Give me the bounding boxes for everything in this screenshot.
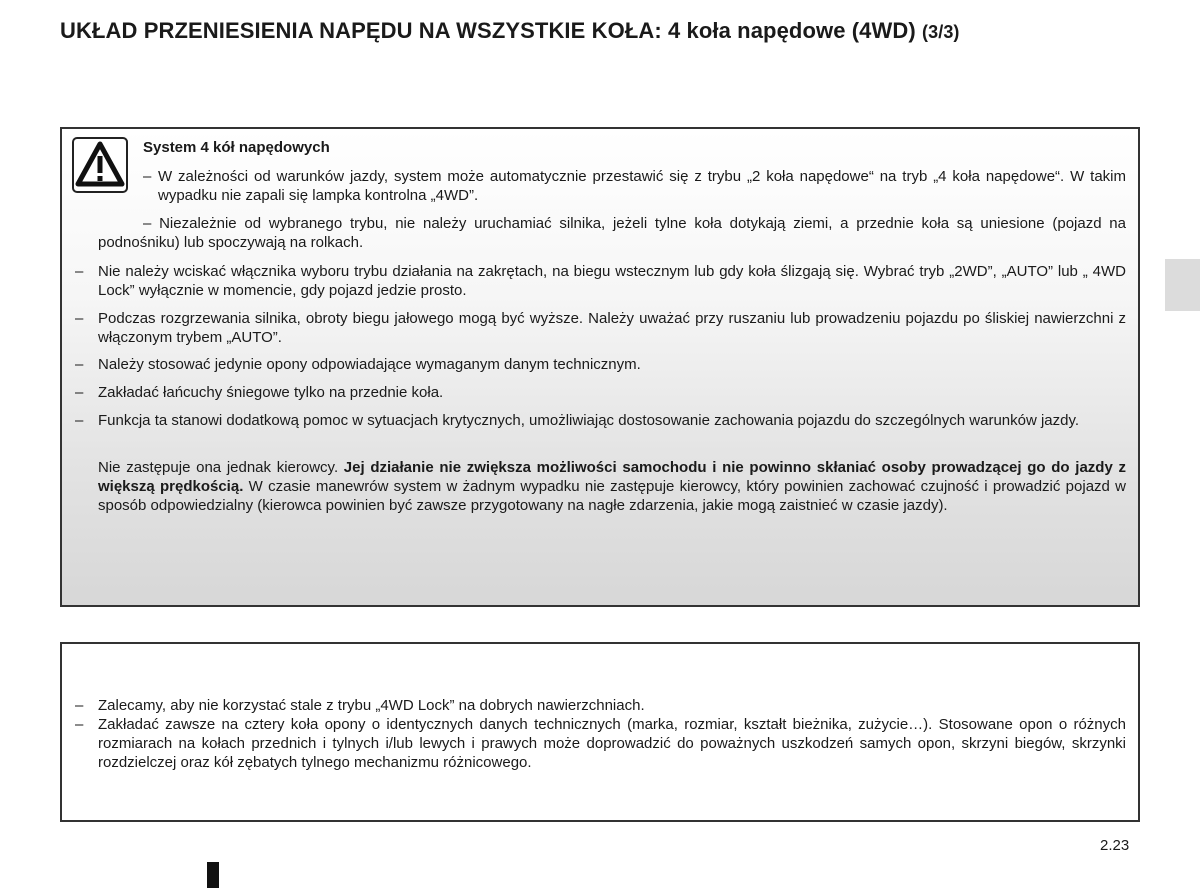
warning-item-2-dash: – xyxy=(75,310,84,327)
warning-item-4: Zakładać łańcuchy śniegowe tylko na przednie koła. xyxy=(98,384,444,401)
note-item-2-dash: – xyxy=(75,716,84,733)
closing-text-part-1: Nie zastępuje ona jednak kierowcy. xyxy=(98,459,344,476)
warning-item-5: Funkcja ta stanowi dodatkową pomoc w sytuacjach krytycznych, umożliwiając dostosowanie zachowania pojazdu do szczególnych warunków jazdy. xyxy=(98,412,1080,429)
note-box xyxy=(60,642,1140,822)
warning-item-1: Nie należy wciskać włącznika wyboru trybu działania na zakrętach, na biegu wstecznym lub gdy koła ślizgają się. Wybrać tryb „2WD”, „AUTO” lub „ 4WD Lock” wyłącznie w momencie, gdy pojazd jedzie prosto. xyxy=(98,263,1126,299)
section-tab-marker xyxy=(1165,259,1200,311)
warning-item-4-dash: – xyxy=(75,384,84,401)
warning-item-1-dash: – xyxy=(75,263,84,280)
warning-paragraph-1: W zależności od warunków jazdy, system może automatycznie przestawić się z trybu „2 koła napędowe“ na tryb „4 koła napędowe“. W takim wypadku nie zapali się lampka kontrolna „4WD”. xyxy=(158,168,1126,204)
bottom-edge-bar xyxy=(207,862,219,888)
warning-closing-paragraph xyxy=(98,458,1126,515)
warning-item-2: Podczas rozgrzewania silnika, obroty biegu jałowego mogą być wyższe. Należy uważać przy ruszaniu lub prowadzeniu pojazdu po śliskiej nawierzchni z włączonym trybem „AUTO”. xyxy=(98,310,1126,346)
note-item-2: Zakładać zawsze na cztery koła opony o identycznych danych technicznych (marka, rozmiar, kształt bieżnika, zużycie…). Stosowane opon o różnych rozmiarach na kołach przednich i tylnych i/lub lewych i prawych może doprowadzić do poważnych uszkodzeń samych opon, skrzyni biegów, skrzynki rozdzielczej oraz kół zębatych tylnego mechanizmu różnicowego. xyxy=(98,716,1126,771)
warning-heading: System 4 kół napędowych xyxy=(143,139,330,156)
closing-text-part-2: W czasie manewrów system w żadnym wypadku nie zastępuje kierowcy, który powinien zachować czujność i prowadzić pojazd w sposób odpowiedzialny (kierowca powinien być zawsze przygotowany na nagłe zdarzenia, jakie mogą zaistnieć w czasie jazdy). xyxy=(98,478,1126,514)
warning-box xyxy=(60,127,1140,607)
closing-text-bold: Jej działanie nie zwiększa możliwości samochodu i nie powinno skłaniać osoby prowadzącej go do jazdy z większą prędkością. xyxy=(98,459,1126,495)
page-number: 2.23 xyxy=(1100,837,1130,854)
page-title xyxy=(60,18,1140,44)
page-title-text: UKŁAD PRZENIESIENIA NAPĘDU NA WSZYSTKIE KOŁA: 4 koła napędowe (4WD) xyxy=(60,18,916,43)
warning-item-3: Należy stosować jedynie opony odpowiadające wymaganym danym technicznym. xyxy=(98,356,641,373)
warning-item-3-dash: – xyxy=(75,356,84,373)
warning-item-5-dash: – xyxy=(75,412,84,429)
warning-p1-dash: – xyxy=(143,168,152,185)
page-title-suffix: (3/3) xyxy=(922,22,960,42)
note-item-1-dash: – xyxy=(75,697,84,714)
warning-triangle-icon xyxy=(72,137,128,193)
warning-paragraph-2: – Niezależnie od wybranego trybu, nie należy uruchamiać silnika, jeżeli tylne koła dotykają ziemi, a przednie koła są uniesione (pojazd na podnośniku) lub spoczywają na rolkach. xyxy=(98,215,1126,251)
note-item-1: Zalecamy, aby nie korzystać stale z trybu „4WD Lock” na dobrych nawierzchniach. xyxy=(98,697,645,714)
